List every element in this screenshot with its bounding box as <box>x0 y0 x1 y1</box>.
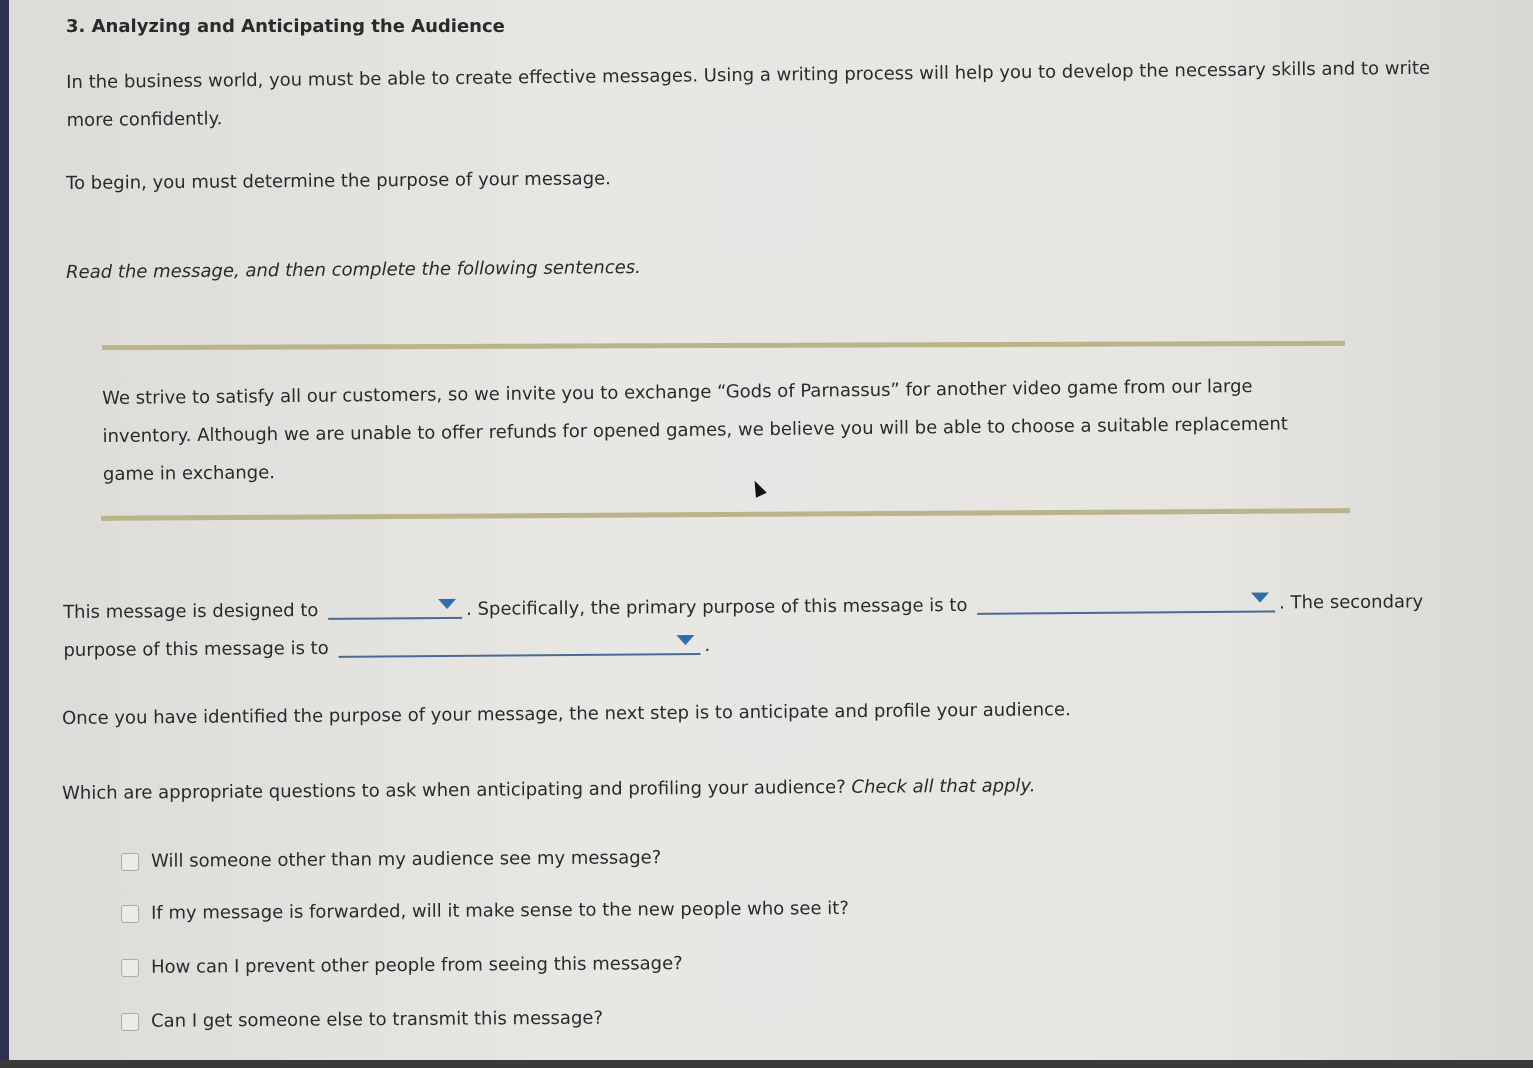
option-4[interactable] <box>121 1008 603 1032</box>
sentence-part-2: . Specifically, the primary purpose of this message is to <box>466 594 968 620</box>
chevron-down-icon <box>438 599 456 609</box>
option-1[interactable] <box>121 847 661 872</box>
screen-edge <box>0 0 9 1068</box>
purpose-dropdown-1[interactable] <box>328 595 462 620</box>
sample-message: We strive to satisfy all our customers, so we invite you to exchange “Gods of Parnassus” for another video game from our large inventory. Although we are unable to offer refunds for opened games, we believe you will be able to choose a suitable replacement game in exchange. <box>102 375 1289 485</box>
secondary-purpose-dropdown[interactable] <box>338 631 700 658</box>
question-label: Which are appropriate questions to ask when anticipating and profiling your audience? <box>62 776 846 804</box>
checkbox[interactable] <box>121 904 139 922</box>
sentence-part-4: . <box>704 634 711 656</box>
instruction-text: Read the message, and then complete the following sentences. <box>66 256 641 283</box>
intro-text: In the business world, you must be able to create effective messages. Using a writing process will help you to develop the necessary skills and to write more confidently. <box>66 57 1431 131</box>
option-label: How can I prevent other people from seeing this message? <box>150 953 683 978</box>
option-label: Will someone other than my audience see my message? <box>150 847 662 872</box>
section-title: 3. Analyzing and Anticipating the Audience <box>66 16 505 37</box>
next-step-text: Once you have identified the purpose of your message, the next step is to anticipate and profile your audience. <box>62 699 1071 729</box>
checkbox[interactable] <box>121 958 139 976</box>
checkbox[interactable] <box>121 1012 139 1030</box>
chevron-down-icon <box>676 635 694 645</box>
screen-bezel <box>0 1060 1533 1068</box>
sentence-part-1: This message is designed to <box>63 599 319 623</box>
checkbox[interactable] <box>121 852 139 870</box>
option-3[interactable] <box>121 953 683 978</box>
sentence-part-3: . The secondary purpose of this message is to <box>63 591 1424 661</box>
option-label: Can I get someone else to transmit this message? <box>150 1007 604 1032</box>
begin-text: To begin, you must determine the purpose of your message. <box>66 168 611 194</box>
fill-in-sentences <box>63 583 1464 670</box>
chevron-down-icon <box>1251 593 1269 603</box>
primary-purpose-dropdown[interactable] <box>977 588 1275 614</box>
question-hint: Check all that apply. <box>851 775 1036 798</box>
option-label: If my message is forwarded, will it make sense to the new people who see it? <box>150 897 849 924</box>
